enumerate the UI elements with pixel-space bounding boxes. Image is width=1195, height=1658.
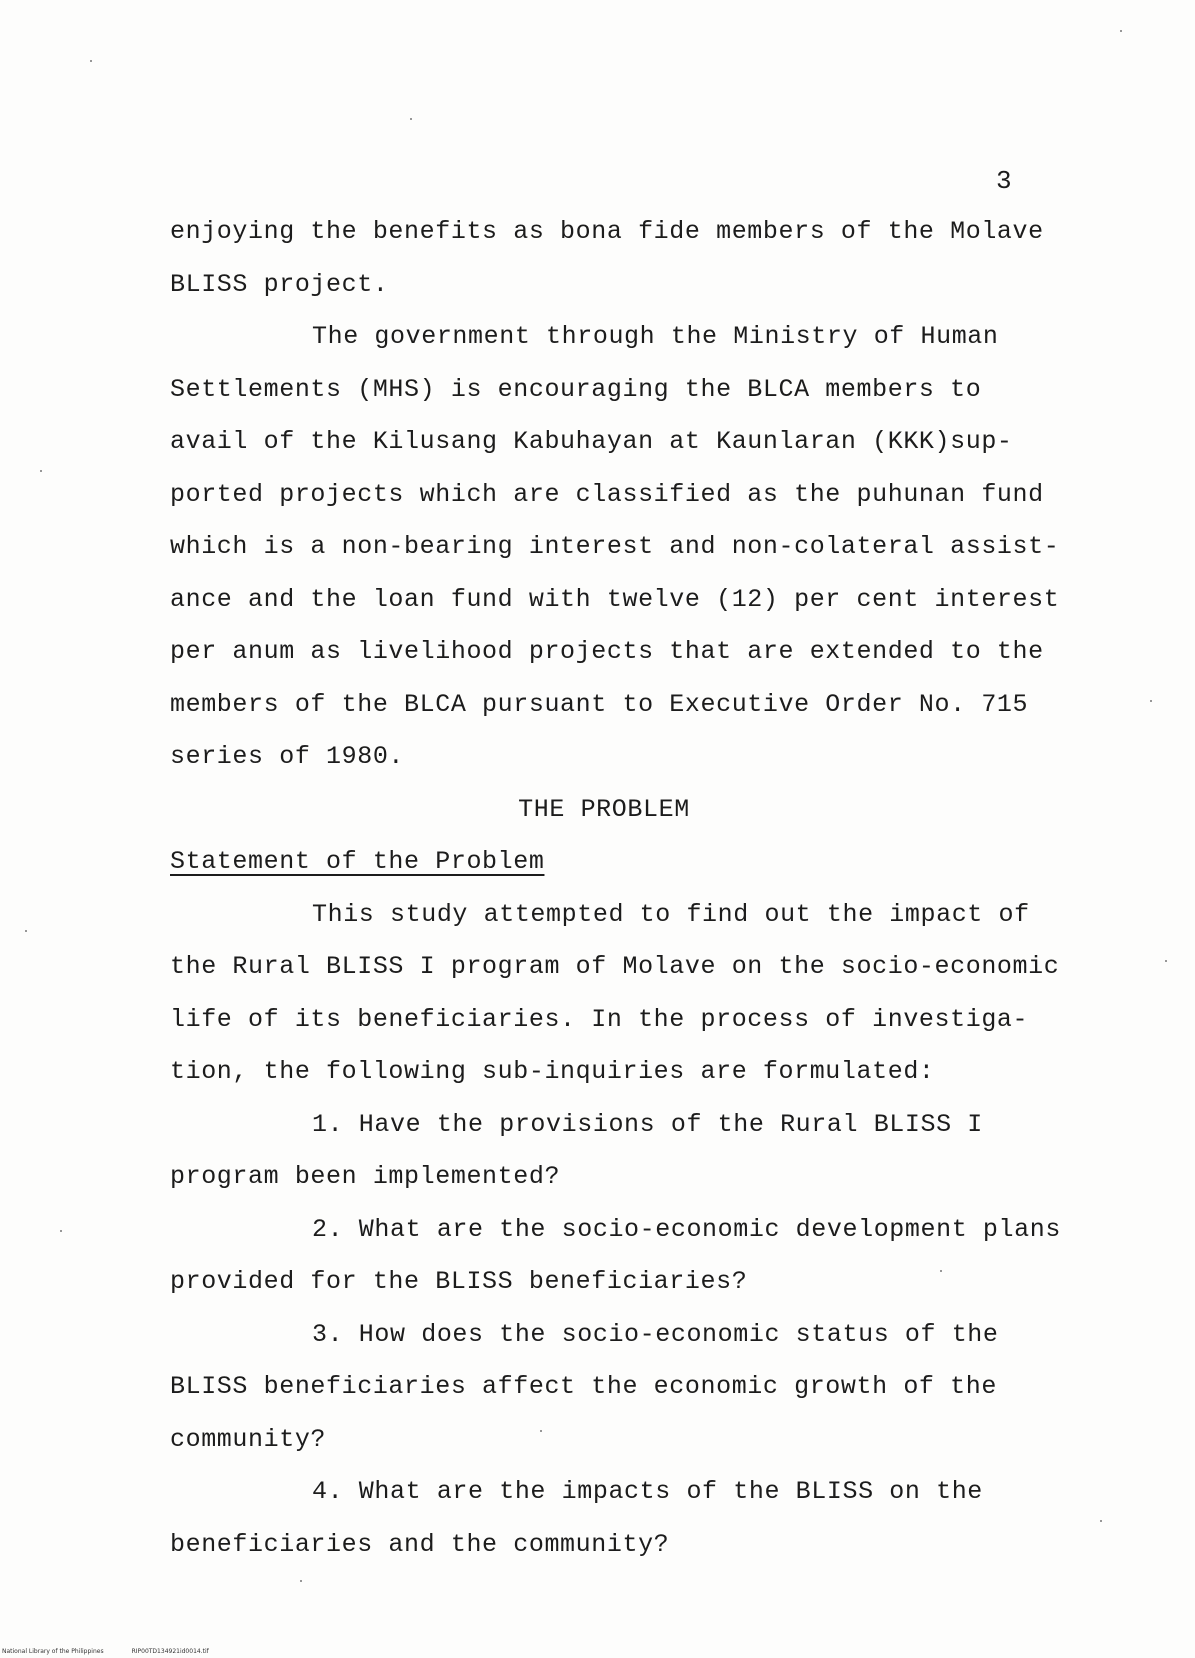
- scan-speck: [540, 1430, 542, 1432]
- page-number: 3: [996, 166, 1013, 196]
- scan-speck: [1120, 30, 1122, 32]
- scan-speck: [410, 118, 412, 120]
- subsection-heading: Statement of the Problem: [170, 847, 545, 876]
- scan-footer: [2, 1648, 209, 1655]
- text-line: per anum as livelihood projects that are extended to the: [170, 637, 1044, 666]
- question-line: 4. What are the impacts of the BLISS on the: [312, 1477, 983, 1506]
- question-line: provided for the BLISS beneficiaries?: [170, 1267, 748, 1296]
- text-line: Settlements (MHS) is encouraging the BLCA members to: [170, 374, 982, 404]
- question-line: beneficiaries and the community?: [170, 1529, 670, 1559]
- text-line: ance and the loan fund with twelve (12) per cent interest: [170, 584, 1060, 614]
- library-credit: National Library of the Philippines: [2, 1648, 104, 1655]
- scan-speck: [60, 1230, 62, 1232]
- text-line: the Rural BLISS I program of Molave on the socio-economic: [170, 952, 1060, 981]
- text-line: which is a non-bearing interest and non-colateral assist-: [170, 532, 1060, 561]
- scan-speck: [90, 60, 92, 62]
- text-line: BLISS project.: [170, 269, 389, 299]
- text-line: ported projects which are classified as the puhunan fund: [170, 479, 1044, 509]
- text-line: members of the BLCA pursuant to Executive Order No. 715: [170, 689, 1029, 719]
- body-text: [170, 206, 1090, 1571]
- question-line: 3. How does the socio-economic status of the: [312, 1319, 999, 1349]
- scan-speck: [40, 470, 42, 472]
- text-line: life of its beneficiaries. In the process of investiga-: [170, 1004, 1029, 1034]
- question-line: 1. Have the provisions of the Rural BLISS I: [312, 1109, 983, 1139]
- scan-speck: [1100, 1520, 1102, 1522]
- question-line: community?: [170, 1424, 327, 1454]
- text-line: This study attempted to find out the impact of: [312, 899, 1030, 929]
- question-line: program been implemented?: [170, 1162, 561, 1191]
- scan-speck: [1150, 700, 1152, 702]
- subsection-heading-line: [170, 836, 1090, 889]
- text-line: The government through the Ministry of Human: [312, 322, 999, 351]
- question-line: 2. What are the socio-economic development plans: [312, 1214, 1061, 1244]
- question-line: BLISS beneficiaries affect the economic growth of the: [170, 1372, 997, 1401]
- scan-speck: [940, 1270, 942, 1272]
- section-heading: THE PROBLEM: [518, 794, 690, 824]
- file-id: RIP00TD134921id0014.tif: [131, 1648, 209, 1655]
- text-line: tion, the following sub-inquiries are formulated:: [170, 1057, 935, 1086]
- scan-speck: [25, 930, 27, 932]
- text-line: avail of the Kilusang Kabuhayan at Kaunlaran (KKK)sup-: [170, 427, 1013, 456]
- scan-speck: [1165, 960, 1167, 962]
- text-line: series of 1980.: [170, 742, 405, 771]
- text-line: enjoying the benefits as bona fide members of the Molave: [170, 217, 1044, 246]
- scan-speck: [300, 1580, 302, 1582]
